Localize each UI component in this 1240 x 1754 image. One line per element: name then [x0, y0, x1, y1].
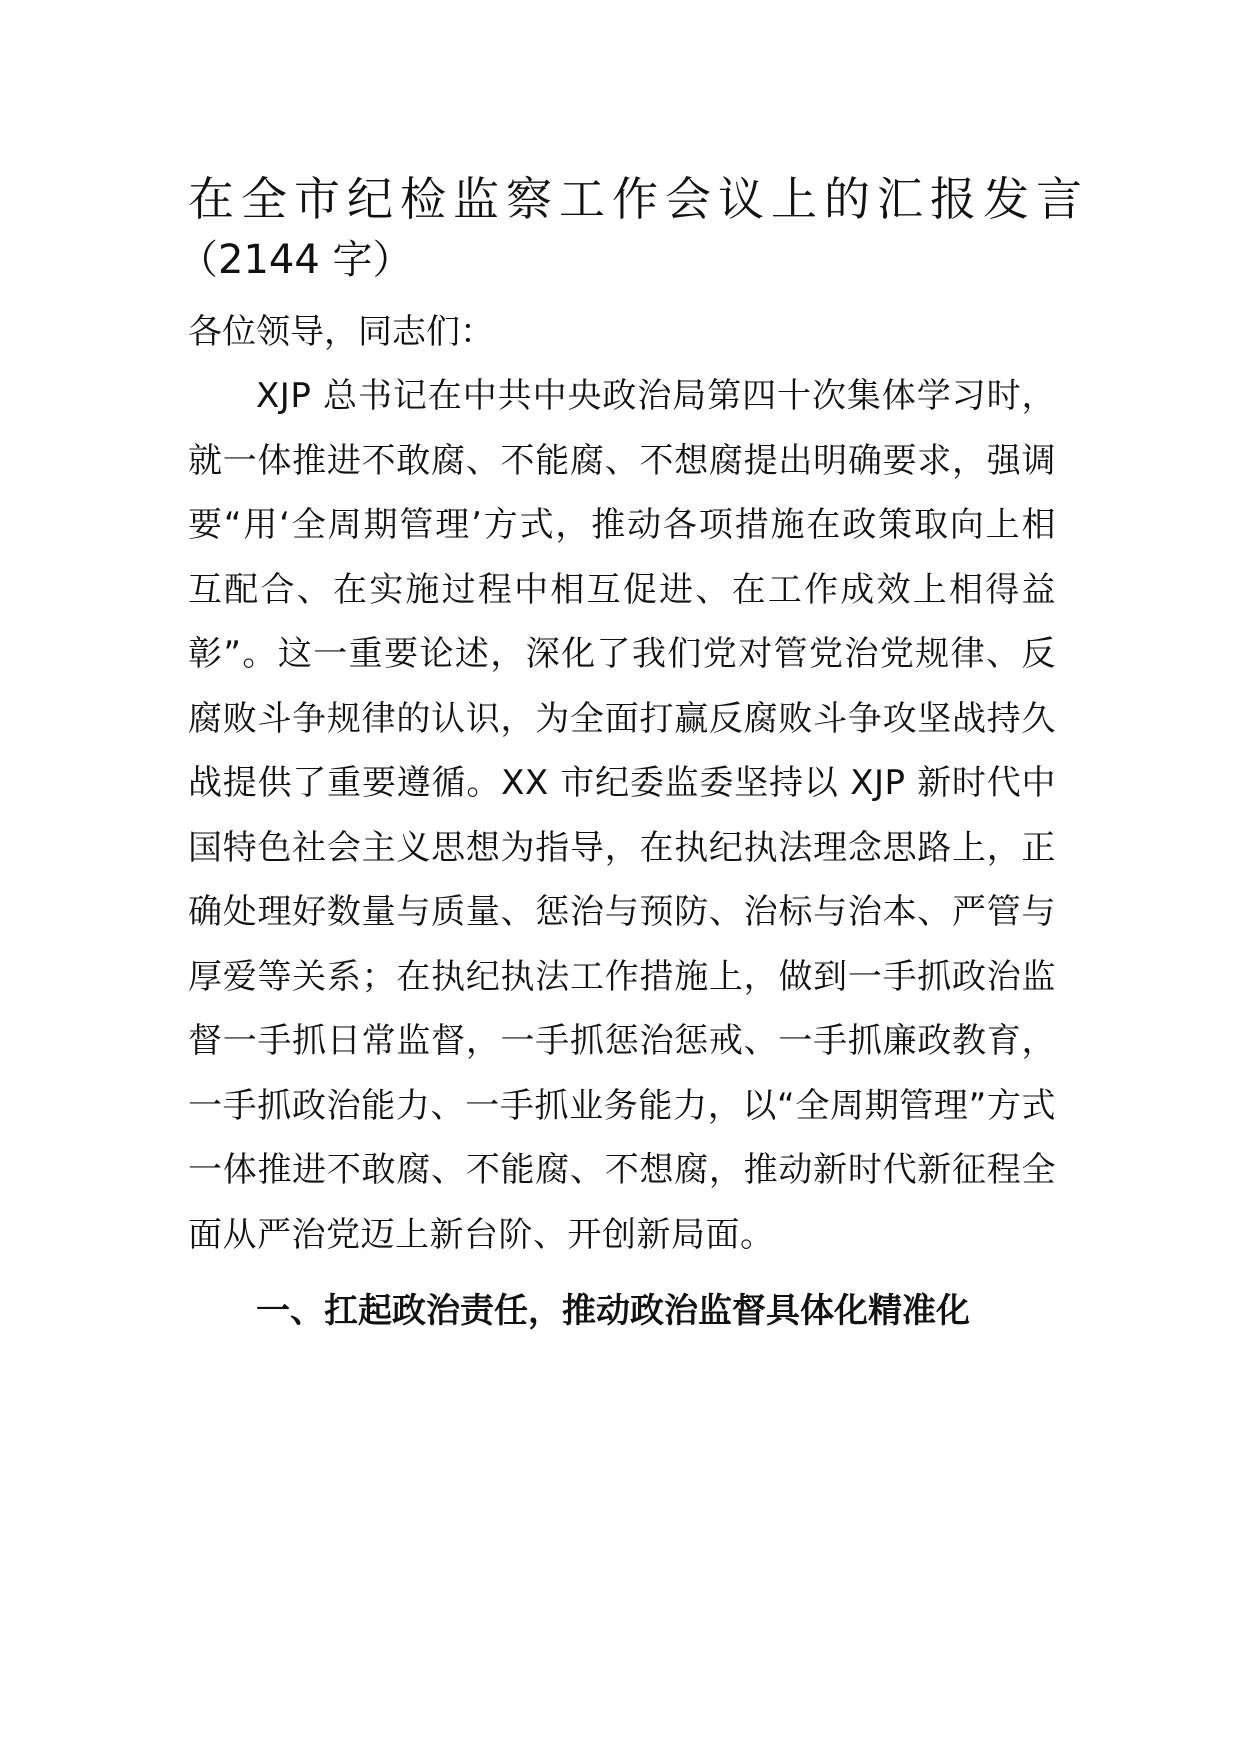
document-word-count: （2144 字）: [178, 237, 413, 283]
section-heading: 一、扛起政治责任，推动政治监督具体化精准化: [256, 1291, 970, 1331]
body-paragraph: XJP 总书记在中共中央政治局第四十次集体学习时，就一体推进不敢腐、不能腐、不想腐提出明确要求，强调要“用‘全周期管理’方式，推动各项措施在政策取向上相互配合、在实施过程中相互促进、在工作成效上相得益彰”。这一重要论述，深化了我们党对管党治党规律、反腐败斗争规律的认识，为全面打赢反腐败斗争攻坚战持久战提供了重要遵循。XX 市纪委监委坚持以 XJP 新时代中国特色社会主义思想为指导，在执纪执法理念思路上，正确处理好数量与质量、惩治与预防、治标与治本、严管与厚爱等关系；在执纪执法工作措施上，做到一手抓政治监督一手抓日常监督，一手抓惩治惩戒、一手抓廉政教育，一手抓政治能力、一手抓业务能力，以“全周期管理”方式一体推进不敢腐、不能腐、不想腐，推动新时代新征程全面从严治党迈上新台阶、开创新局面。: [188, 376, 1056, 1255]
document-title: 在全市纪检监察工作会议上的汇报发言: [188, 172, 1089, 226]
salutation: 各位领导，同志们：: [188, 312, 494, 352]
document-content: [178, 168, 1089, 1343]
